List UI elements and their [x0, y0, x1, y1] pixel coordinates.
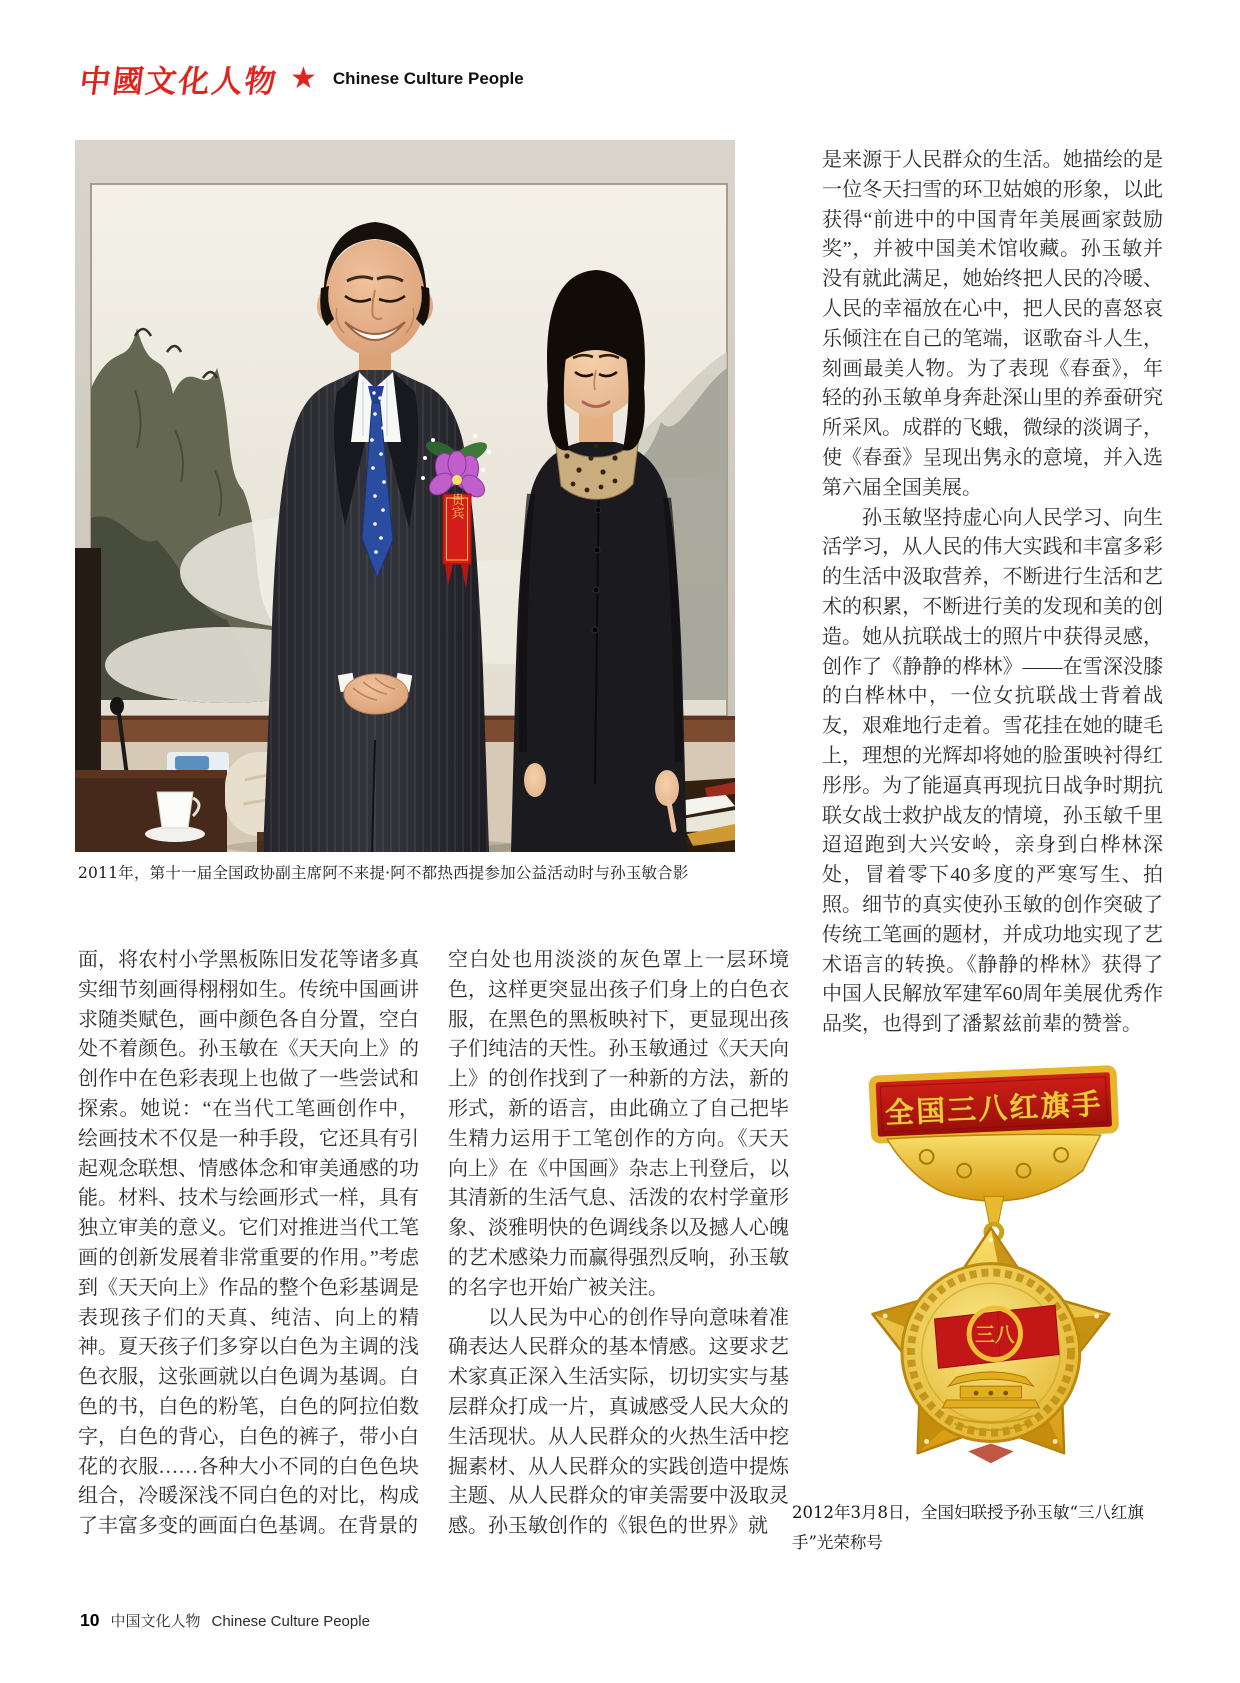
- magazine-logo: 中國文化人物: [77, 64, 280, 100]
- star-icon: ★: [290, 62, 317, 95]
- guest-ribbon-text: 贵宾: [449, 493, 465, 519]
- footer-title-cn: 中国文化人物: [110, 1613, 201, 1630]
- main-photo: [75, 140, 735, 852]
- article-paragraph: 以人民为中心的创作导向意味着准确表达人民群众的基本情感。这要求艺术家真正深入生活实际，切切实实与基层群众打成一片，真诚感受人民大众的生活现状。从人民群众的火热生活中挖掘素材、从人民群众的实践创造中提炼主题、从人民群众的审美需要中汲取灵感。孙玉敏创作的《银色的世界》就: [448, 1306, 789, 1538]
- main-photo-illustration: [75, 140, 735, 852]
- medal-star: [872, 1228, 1109, 1463]
- magazine-logo-english: Chinese Culture People: [332, 68, 524, 88]
- article-paragraph: 孙玉敏坚持虚心向人民学习、向生活学习，从人民的伟大实践和丰富多彩的生活中汲取营养，不断进行生活和艺术的积累，不断进行美的发现和美的创造。她从抗联战士的照片中获得灵感，创作了《静静的桦林》——在雪深没膝的白桦林中，一位女抗联战士背着战友，艰难地行走着。雪花挂在她的睫毛上，理想的光辉却将她的脸蛋映衬得红彤彤。为了能逼真再现抗日战争时期抗联女战士救护战友的情境，孙玉敏千里迢迢跑到大兴安岭，亲身到白桦林深处，冒着零下40多度的严寒写生、拍照。细节的真实使孙玉敏的创作突破了传统工笔画的题材，并成功地实现了艺术语言的转换。《静静的桦林》获得了中国人民解放军建军60周年美展优秀作品奖，也得到了潘絜兹前辈的赞誉。: [822, 506, 1163, 1036]
- medal-photo: [788, 1060, 1173, 1485]
- article-column-left: [78, 946, 419, 1542]
- medal-banner-text: 全国三八红旗手: [884, 1088, 1104, 1131]
- photo-caption: 2011年，第十一届全国政协副主席阿不来提·阿不都热西提参加公益活动时与孙玉敏合影: [78, 864, 689, 882]
- article-paragraph: 是来源于人民群众的生活。她描绘的是一位冬天扫雪的环卫姑娘的形象，以此获得“前进中的中国青年美展画家鼓励奖”，并被中国美术馆收藏。孙玉敏并没有就此满足，她始终把人民的冷暖、人民的幸福放在心中，把人民的喜怒哀乐倾注在自己的笔端，讴歌奋斗人生，刻画最美人物。为了表现《春蚕》，年轻的孙玉敏单身奔赴深山里的养蚕研究所采风。成群的飞蛾，微绿的淡调子，使《春蚕》呈现出隽永的意境，并入选第六届全国美展。: [822, 149, 1163, 499]
- medal-emblem-text: 三八: [975, 1324, 1015, 1347]
- article-column-middle: [448, 946, 789, 1542]
- page-footer: [80, 1610, 370, 1631]
- article-paragraph: 面，将农村小学黑板陈旧发花等诸多真实细节刻画得栩栩如生。传统中国画讲求随类赋色，画中颜色各自分置，空白处不着颜色。孙玉敏在《天天向上》的创作中在色彩表现上也做了一些尝试和探索。她说：“在当代工笔画创作中，绘画技术不仅是一种手段，它还具有引起观念联想、情感体念和审美通感的功能。材料、技术与绘画形式一样，具有独立审美的意义。它们对推进当代工笔画的创新发展着非常重要的作用。”考虑到《天天向上》作品的整个色彩基调是表现孩子们的天真、纯洁、向上的精神。夏天孩子们多穿以白色为主调的浅色衣服，这张画就以白色调为基调。白色的书，白色的粉笔，白色的阿拉伯数字，白色的背心，白色的裤子，带小白花的衣服……各种大小不同的白色色块组合，冷暖深浅不同白色的对比，构成了丰富多变的画面白色基调。在背景的: [78, 949, 419, 1538]
- medal-illustration: [788, 1060, 1173, 1485]
- medal-banner: [872, 1069, 1116, 1141]
- article-column-right: [822, 146, 1163, 1040]
- medal-ornament-bar: [887, 1134, 1100, 1240]
- woman-right-hand: [524, 763, 546, 797]
- page-header: [77, 56, 524, 101]
- page-number: 10: [80, 1610, 100, 1630]
- medal-caption: 2012年3月8日，全国妇联授予孙玉敏“三八红旗手”光荣称号: [792, 1503, 1144, 1552]
- footer-title-en: Chinese Culture People: [211, 1613, 370, 1630]
- article-paragraph: 空白处也用淡淡的灰色罩上一层环境色，这样更突显出孩子们身上的白色衣服，在黑色的黑板映衬下，更显现出孩子们纯洁的天性。孙玉敏通过《天天向上》的创作找到了一种新的方法，新的形式，新的语言，由此确立了自己把毕生精力运用于工笔创作的方向。《天天向上》在《中国画》杂志上刊登后，以其清新的生活气息、活泼的农村学童形象、淡雅明快的色调线条以及撼人心魄的艺术感染力而赢得强烈反响，孙玉敏的名字也开始广被关注。: [448, 949, 789, 1299]
